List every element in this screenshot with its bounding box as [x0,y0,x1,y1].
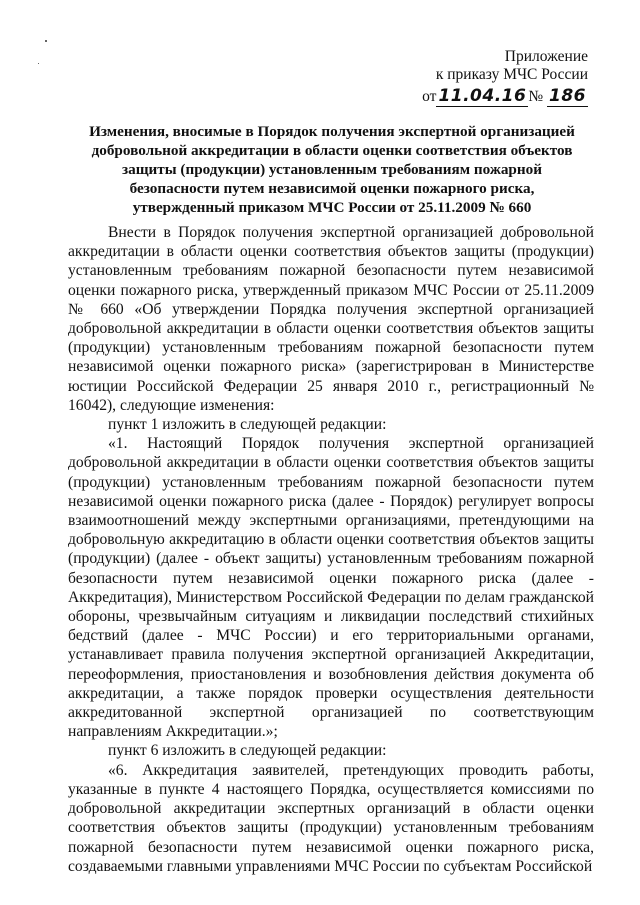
handwritten-date: 11.04.16 [438,86,527,106]
order-number-label: № [528,88,544,105]
annex-order-ref: к приказу МЧС России [435,66,588,83]
body-paragraph: пункт 1 изложить в следующей редакции: [108,416,387,434]
body-paragraph: «6. Аккредитация заявителей, претендующих проводить работы, указанные в пункте 4 настоящего Порядка, осуществляется комиссиями по добровольной аккредитации экспертных организаций в области оценки соответствия объектов защиты (продукции) установленным требованиям пожарной безопасности путем независимой оценки пожарного риска, создаваемыми главными управлениями МЧС России по субъектам Российской [68,761,594,875]
order-date-line [422,87,588,106]
document-body [68,223,594,876]
body-paragraph: Внести в Порядок получения экспертной организацией добровольной аккредитации в области оценки соответствия объектов защиты (продукции) установленным требованиям пожарной безопасности путем независимой оценки пожарного риска, утвержденный приказом МЧС России от 25.11.2009 № 660 «Об утверждении Порядка получения экспертной организацией добровольной аккредитации в области оценки соответствия объектов защиты (продукции) установленным требованиям пожарной безопасности путем независимой оценки пожарного риска» (зарегистрирован в Министерстве юстиции Российской Федерации 25 января 2010 г., регистрационный № 16042), следующие изменения: [68,224,594,414]
handwritten-order-number: 186 [549,86,586,106]
annex-header [422,48,588,106]
body-paragraph: пункт 6 изложить в следующей редакции: [108,742,387,760]
document-title: Изменения, вносимые в Порядок получения экспертной организацией добровольной аккредитации в области оценки соответствия объектов защиты (продукции) установленным требованиям пожарной безопасности путем независимой оценки пожарного риска, утвержденный приказом МЧС России от 25.11.2009 № 660 [89,123,575,216]
body-paragraph: «1. Настоящий Порядок получения экспертной организацией добровольной аккредитации в области оценки соответствия объектов защиты (продукции) установленным требованиям пожарной безопасности путем независимой оценки пожарного риска (далее - Порядок) регулирует вопросы взаимоотношений между экспертными организациями, претендующими на добровольную аккредитацию в области оценки соответствия объектов защиты (продукции) (далее - объект защиты) установленным требованиям пожарной безопасности путем независимой оценки пожарного риска (далее - Аккредитация), Министерством Российской Федерации по делам гражданской обороны, чрезвычайным ситуациям и ликвидации последствий стихийных бедствий (далее - МЧС России) и его территориальными органами, устанавливает правила получения экспертной организацией Аккредитации, переоформления, приостановления и возобновления действия документа об аккредитации, а также порядок проверки осуществления деятельности аккредитованной экспертной организацией по соответствующим направлениям Аккредитации.»; [68,435,594,741]
annex-title: Приложение [504,48,588,65]
order-prefix: от [422,88,437,105]
scan-speck [38,63,39,64]
scan-speck [45,40,47,42]
